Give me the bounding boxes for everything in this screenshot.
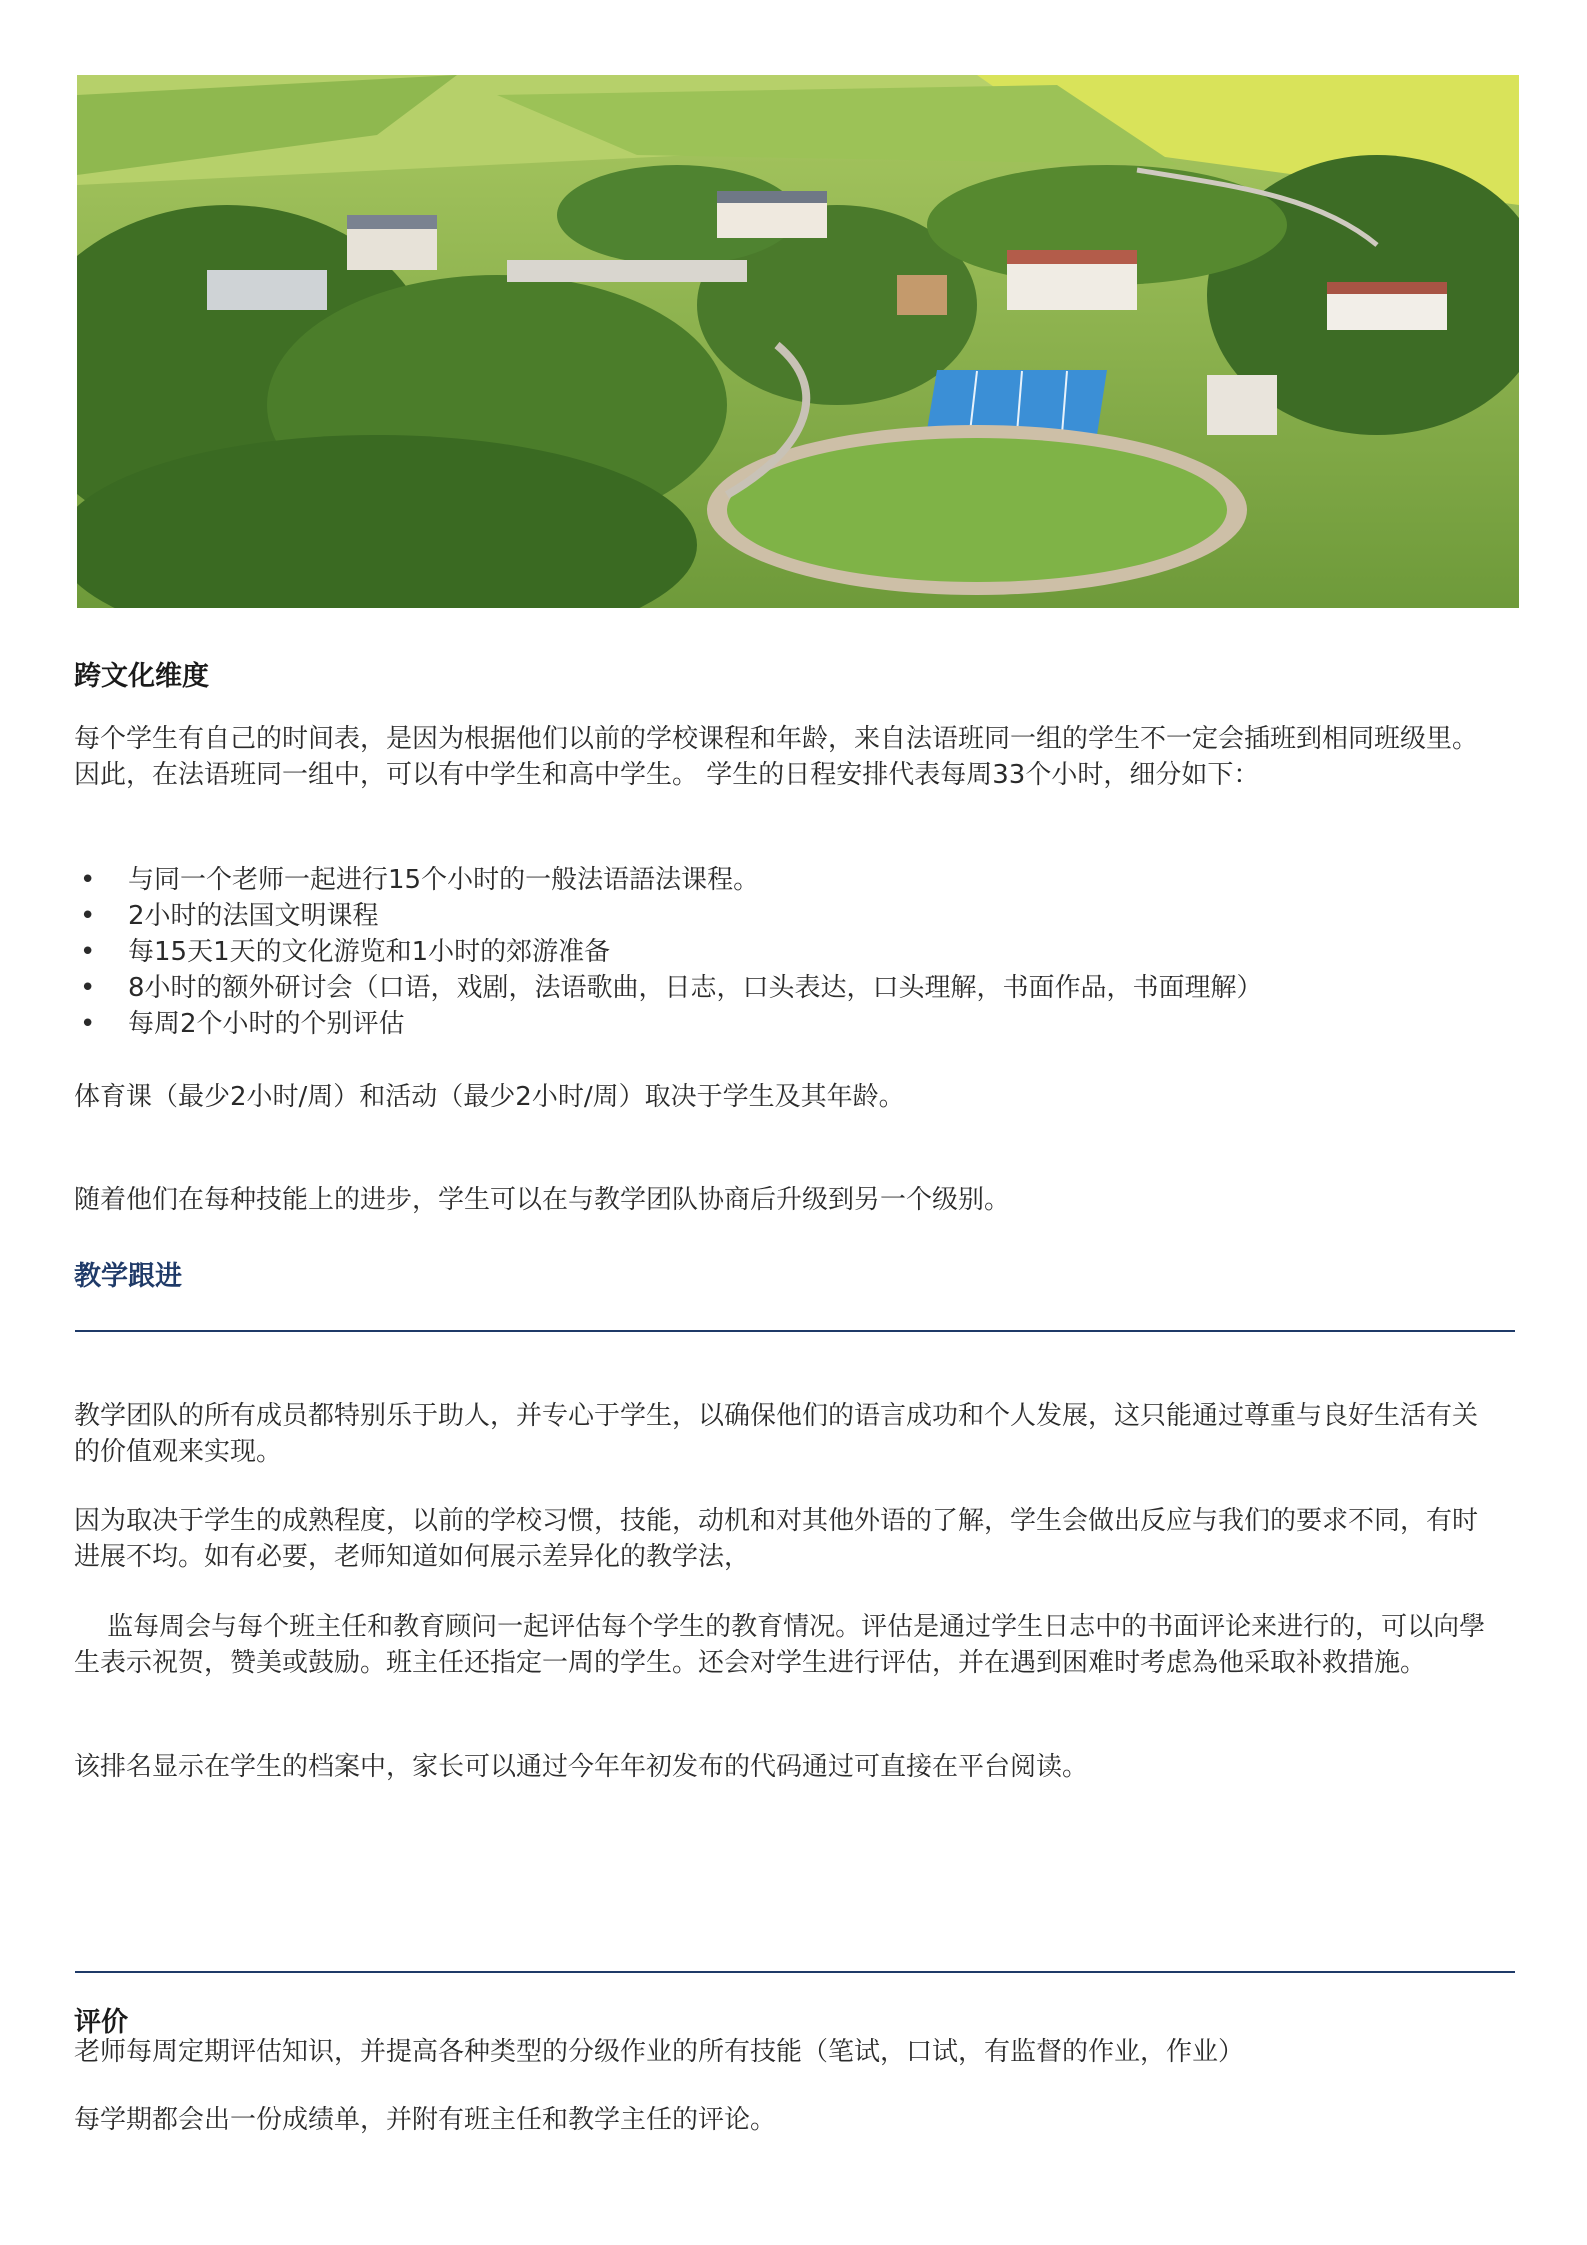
- course-list: [74, 862, 1494, 1042]
- section-heading-followup: 教学跟进: [74, 1261, 182, 1292]
- section-heading-evaluation: 评价: [74, 2007, 128, 2038]
- section-heading-intercultural: 跨文化维度: [74, 661, 209, 692]
- intercultural-paragraph-2: 体育课（最少2小时/周）和活动（最少2小时/周）取决于学生及其年龄。: [74, 1082, 905, 1112]
- intercultural-paragraph-1: 每个学生有自己的时间表，是因为根据他们以前的学校课程和年龄，来自法语班同一组的学生不一定会插班到相同班级里。因此，在法语班同一组中，可以有中学生和高中学生。 学生的日程安排代表每周33个小时，细分如下：: [74, 724, 1479, 790]
- list-item: • 每周2个小时的个别评估: [74, 1006, 1494, 1042]
- list-item: • 2小时的法国文明课程: [74, 898, 1494, 934]
- evaluation-paragraph-1: 老师每周定期评估知识，并提高各种类型的分级作业的所有技能（笔试，口试，有监督的作业，作业）: [74, 2037, 1245, 2067]
- evaluation-paragraph-2: 每学期都会出一份成绩单，并附有班主任和教学主任的评论。: [74, 2105, 777, 2135]
- list-item: • 每15天1天的文化游览和1小时的郊游准备: [74, 934, 1494, 970]
- campus-aerial-photo: [77, 75, 1519, 608]
- list-item: • 与同一个老师一起进行15个小时的一般法语語法课程。: [74, 862, 1494, 898]
- followup-paragraph-3: 监每周会与每个班主任和教育顾问一起评估每个学生的教育情况。评估是通过学生日志中的书面评论来进行的，可以向學生表示祝贺，赞美或鼓励。班主任还指定一周的学生。还会对学生进行评估，并在遇到困难时考虑為他采取补救措施。: [74, 1612, 1486, 1678]
- followup-paragraph-1: 教学团队的所有成员都特别乐于助人，并专心于学生，以确保他们的语言成功和个人发展，这只能通过尊重与良好生活有关的价值观来实现。: [74, 1401, 1479, 1467]
- list-item: • 8小时的额外研讨会（口语，戏剧，法语歌曲，日志，口头表达，口头理解，书面作品，书面理解）: [74, 970, 1494, 1006]
- followup-paragraph-4: 该排名显示在学生的档案中，家长可以通过今年年初发布的代码通过可直接在平台阅读。: [74, 1752, 1089, 1782]
- intercultural-paragraph-3: 随着他们在每种技能上的进步，学生可以在与教学团队协商后升级到另一个级别。: [74, 1185, 1011, 1215]
- section-divider: [75, 1330, 1515, 1332]
- section-divider: [75, 1971, 1515, 1973]
- followup-paragraph-2: 因为取决于学生的成熟程度，以前的学校习惯，技能，动机和对其他外语的了解，学生会做出反应与我们的要求不同，有时进展不均。如有必要，老师知道如何展示差异化的教学法，: [74, 1506, 1479, 1572]
